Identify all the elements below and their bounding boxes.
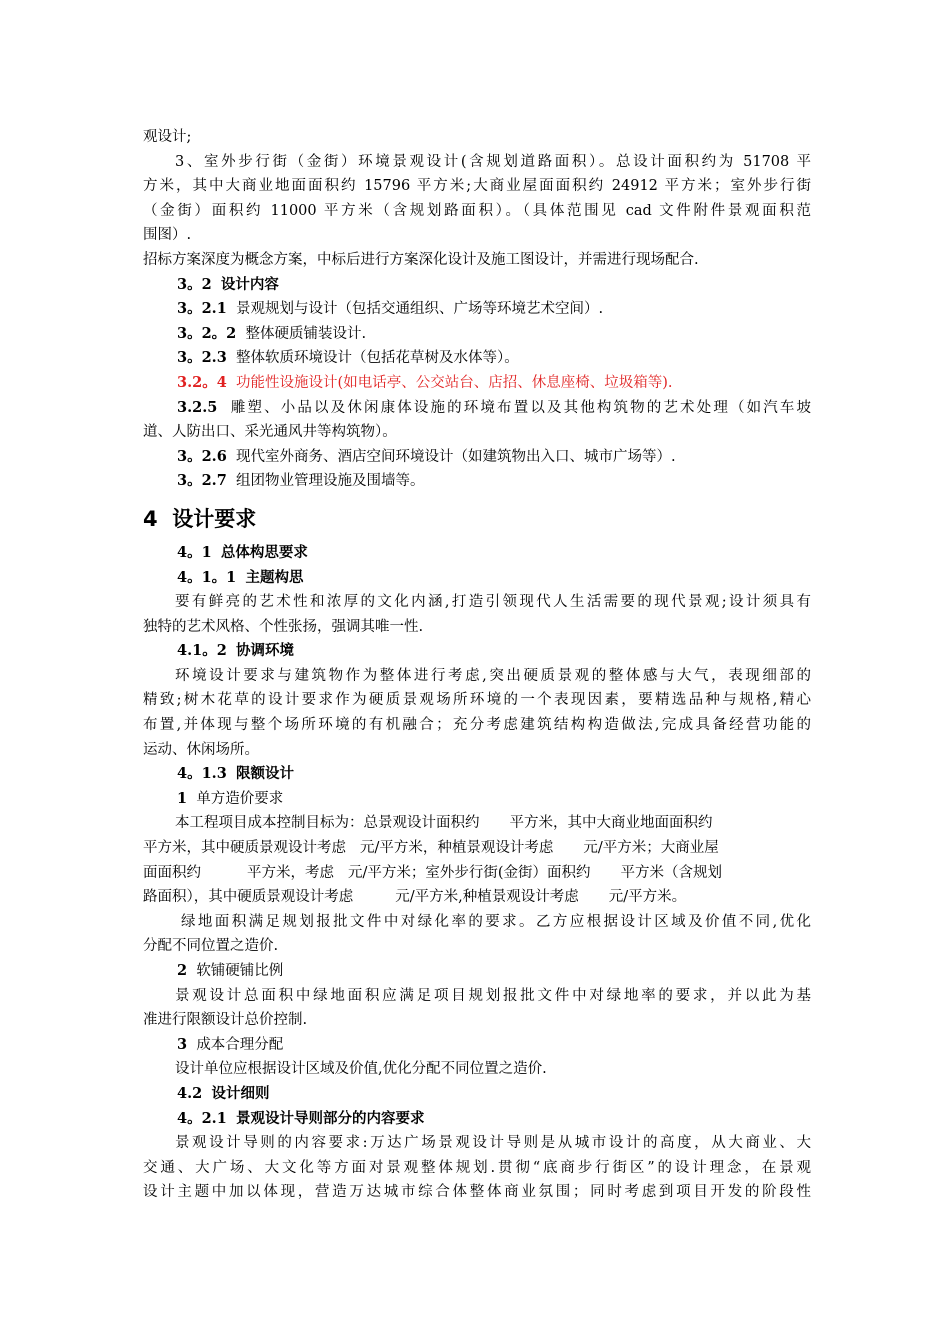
subsection-heading-4-1-2 xyxy=(143,639,811,664)
document-body xyxy=(143,125,811,1205)
paragraph-line xyxy=(143,713,811,738)
text: 3、室外步行街（金街）环境景观设计(含规划道路面积）。总设计面积约为 51708 平 xyxy=(175,153,811,170)
paragraph-line xyxy=(143,885,811,910)
text: 设计单位应根据设计区域及价值,优化分配不同位置之造价. xyxy=(175,1061,547,1078)
section-heading-3-2 xyxy=(143,273,811,298)
section-title: 总体构思要求 xyxy=(220,543,308,561)
chapter-number: 4 xyxy=(143,506,158,531)
paragraph-line xyxy=(143,836,811,861)
list-item-3-2-6 xyxy=(143,445,811,470)
text: 准进行限额设计总价控制. xyxy=(143,1012,308,1029)
text: 设计主题中加以体现，营造万达城市综合体整体商业氛围；同时考虑到项目开发的阶段性 xyxy=(143,1184,811,1201)
list-item-3-2-3 xyxy=(143,346,811,371)
paragraph-line xyxy=(143,199,811,224)
text: 交通、大广场、大文化等方面对景观整体规划.贯彻“底商步行街区”的设计理念，在景观 xyxy=(143,1159,811,1176)
paragraph-line xyxy=(143,738,811,763)
list-item-3-2-1 xyxy=(143,297,811,322)
section-number: 4。2.1 xyxy=(177,1109,227,1127)
item-title: 单方造价要求 xyxy=(196,790,284,807)
numbered-item-2 xyxy=(143,959,811,984)
paragraph-line xyxy=(143,615,811,640)
section-number: 3。2 xyxy=(177,275,212,293)
paragraph-line xyxy=(143,590,811,615)
text: 布置,并体现与整个场所环境的有机融合；充分考虑建筑结构构造做法,完成具备经营功能的 xyxy=(143,717,811,734)
text: 招标方案深度为概念方案，中标后进行方案深化设计及施工图设计，并需进行现场配合. xyxy=(143,251,699,268)
text: 景观设计总面积中绿地面积应满足项目规划报批文件中对绿地率的要求，并以此为基 xyxy=(175,987,811,1004)
text: 景观设计导则的内容要求:万达广场景观设计导则是从城市设计的高度，从大商业、大 xyxy=(175,1135,811,1152)
text: 绿地面积满足规划报批文件中对绿化率的要求。乙方应根据设计区域及价值不同,优化 xyxy=(181,913,811,930)
item-number: 3。2.1 xyxy=(177,300,227,318)
text: （金街）面积约 11000 平方米（含规划路面积）。（具体范围见 cad 文件附件景观面积范 xyxy=(143,202,811,219)
text: 路面积），其中硬质景观设计考虑 xyxy=(143,889,354,906)
paragraph-line xyxy=(143,1008,811,1033)
paragraph-line xyxy=(143,125,811,150)
numbered-item-3 xyxy=(143,1033,811,1058)
section-title: 主题构思 xyxy=(245,568,304,586)
section-number: 4.1。2 xyxy=(177,642,227,660)
paragraph-line xyxy=(143,861,811,886)
text: 平方米（含规划 xyxy=(620,864,723,881)
subsection-heading-4-1-1 xyxy=(143,566,811,591)
section-number: 4。1 xyxy=(177,543,212,561)
item-title: 成本合理分配 xyxy=(196,1036,284,1053)
list-item-3-2-5 xyxy=(143,396,811,421)
item-title: 软铺硬铺比例 xyxy=(196,963,284,979)
text: 平方米，考虑 xyxy=(247,864,334,881)
section-heading-4-2 xyxy=(143,1082,811,1107)
item-text: 整体软质环境设计（包括花草树及水体等）。 xyxy=(236,350,519,367)
paragraph-line xyxy=(143,150,811,175)
item-text: 现代室外商务、酒店空间环境设计（如建筑物出入口、城市广场等）. xyxy=(236,448,676,465)
text: 本工程项目成本控制目标为：总景观设计面积约 xyxy=(175,815,480,832)
paragraph-line xyxy=(143,1180,811,1205)
paragraph-line xyxy=(143,664,811,689)
paragraph-line xyxy=(143,934,811,959)
item-text: 道、人防出口、采光通风井等构筑物）。 xyxy=(143,424,397,441)
text: 围图）. xyxy=(143,227,192,244)
paragraph-line xyxy=(143,248,811,273)
paragraph-line xyxy=(143,1057,811,1082)
numbered-item-1 xyxy=(143,787,811,812)
paragraph-line xyxy=(143,223,811,248)
paragraph-line xyxy=(143,910,811,935)
paragraph-line xyxy=(143,1131,811,1156)
paragraph-line xyxy=(143,1156,811,1181)
section-heading-4-1 xyxy=(143,541,811,566)
section-number: 4。1。1 xyxy=(177,568,237,586)
item-text: 功能性设施设计(如电话亭、公交站台、店招、休息座椅、垃圾箱等). xyxy=(236,374,673,391)
text: 平方米，其中硬质景观设计考虑 xyxy=(143,840,346,857)
text: 观设计; xyxy=(143,129,192,145)
section-title: 设计内容 xyxy=(220,275,279,293)
paragraph-line xyxy=(143,984,811,1009)
item-number: 3。2.6 xyxy=(177,447,227,465)
item-number: 3.2。4 xyxy=(177,373,227,391)
text: 精致;树木花草的设计要求作为硬质景观场所环境的一个表现因素，要精选品种与规格,精心 xyxy=(143,692,811,709)
item-number: 3。2。2 xyxy=(177,324,237,342)
text: 分配不同位置之造价. xyxy=(143,938,279,955)
text: 面面积约 xyxy=(143,864,201,881)
subsection-heading-4-1-3 xyxy=(143,762,811,787)
chapter-heading-4 xyxy=(143,497,811,541)
item-number: 3。2.3 xyxy=(177,349,227,367)
item-text: 雕塑、小品以及休闲康体设施的环境布置以及其他构筑物的艺术处理（如汽车坡 xyxy=(230,399,812,416)
section-number: 4。1.3 xyxy=(177,765,227,783)
text: 环境设计要求与建筑物作为整体进行考虑,突出硬质景观的整体感与大气，表现细部的 xyxy=(175,667,811,684)
text: 运动、休闲场所。 xyxy=(143,741,259,758)
item-text: 组团物业管理设施及围墙等。 xyxy=(236,473,425,490)
text: 元/平方米；大商业屋 xyxy=(583,840,719,857)
text: 元/平方米。 xyxy=(608,889,687,906)
subsection-heading-4-2-1 xyxy=(143,1107,811,1132)
section-title: 限额设计 xyxy=(236,765,295,783)
list-item-continuation xyxy=(143,420,811,445)
item-text: 景观规划与设计（包括交通组织、广场等环境艺术空间）. xyxy=(236,301,604,318)
section-number: 4.2 xyxy=(177,1084,203,1102)
item-number: 1 xyxy=(177,789,188,807)
item-number: 3。2.7 xyxy=(177,472,227,490)
chapter-title: 设计要求 xyxy=(172,506,257,531)
text: 元/平方米；室外步行街(金街）面积约 xyxy=(348,864,591,881)
text: 方米，其中大商业地面面积约 15796 平方米;大商业屋面面积约 24912 平方米；室外步行街 xyxy=(143,178,811,195)
item-number: 3 xyxy=(177,1035,188,1053)
item-number: 2 xyxy=(177,962,188,979)
section-title: 设计细则 xyxy=(211,1084,270,1102)
item-text: 整体硬质铺装设计. xyxy=(245,325,367,342)
list-item-3-2-7 xyxy=(143,469,811,494)
section-title: 景观设计导则部分的内容要求 xyxy=(236,1109,425,1127)
section-title: 协调环境 xyxy=(236,642,295,660)
list-item-3-2-4 xyxy=(143,371,811,396)
text: 元/平方米,种植景观设计考虑 xyxy=(395,889,579,906)
text: 平方米，其中大商业地面面积约 xyxy=(509,815,713,832)
text: 要有鲜亮的艺术性和浓厚的文化内涵,打造引领现代人生活需要的现代景观;设计须具有 xyxy=(175,594,811,611)
paragraph-line xyxy=(143,688,811,713)
list-item-3-2-2 xyxy=(143,322,811,347)
text: 元/平方米，种植景观设计考虑 xyxy=(360,840,554,857)
item-number: 3.2.5 xyxy=(177,398,218,416)
text: 独特的艺术风格、个性张扬，强调其唯一性. xyxy=(143,618,424,635)
paragraph-line xyxy=(143,811,811,836)
paragraph-line xyxy=(143,174,811,199)
